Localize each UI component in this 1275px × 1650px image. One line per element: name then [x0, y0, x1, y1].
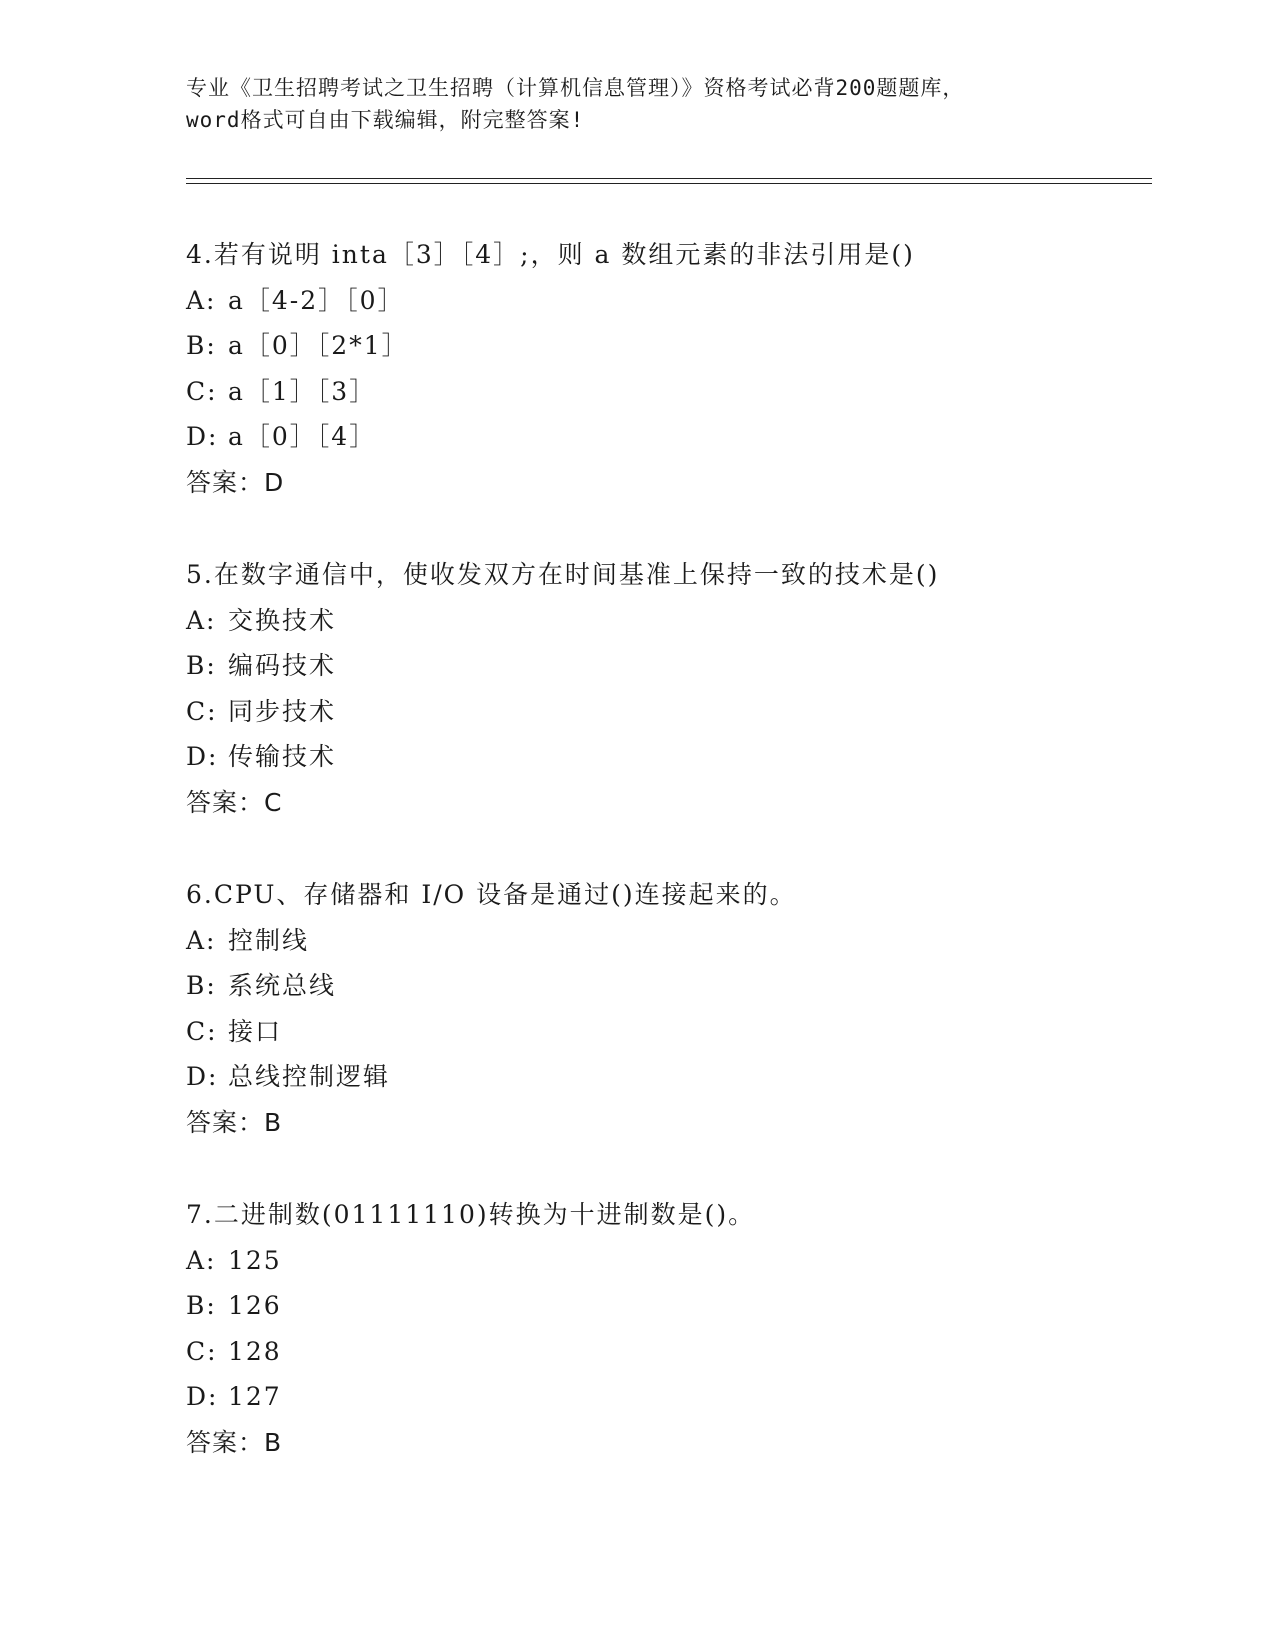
option-text: 接口: [228, 1016, 283, 1046]
option-c: [186, 1329, 1146, 1375]
option-text: a［4-2］［0］: [228, 285, 405, 315]
option-d: [186, 1374, 1146, 1420]
question-6: [186, 872, 1146, 1145]
header-divider-bottom: [186, 183, 1152, 184]
option-text: 系统总线: [228, 971, 337, 1000]
option-c: [186, 369, 1146, 415]
question-7: [186, 1192, 1146, 1465]
option-text: 127: [228, 1382, 282, 1411]
option-c: [186, 1009, 1146, 1055]
option-text: 编码技术: [228, 651, 337, 680]
option-text: 128: [228, 1336, 282, 1366]
option-letter: B:: [186, 651, 217, 680]
option-text: 传输技术: [228, 742, 337, 771]
option-b: [186, 963, 1146, 1009]
option-letter: D:: [186, 1062, 219, 1091]
option-letter: C:: [186, 1336, 218, 1366]
option-a: [186, 598, 1146, 644]
option-letter: A:: [186, 925, 217, 955]
option-c: [186, 689, 1146, 735]
option-letter: B:: [186, 1291, 217, 1320]
option-text: 同步技术: [228, 696, 337, 726]
option-b: [186, 1283, 1146, 1329]
option-b: [186, 643, 1146, 689]
option-a: [186, 918, 1146, 964]
header-divider-top: [186, 178, 1152, 179]
option-text: 控制线: [228, 925, 310, 955]
answer-line: 答案：D: [186, 467, 285, 497]
option-text: 总线控制逻辑: [228, 1062, 391, 1091]
question-stem: 5.在数字通信中，使收发双方在时间基准上保持一致的技术是(): [186, 560, 940, 589]
option-letter: D:: [186, 422, 219, 451]
option-letter: A:: [186, 605, 217, 635]
option-letter: C:: [186, 376, 218, 406]
option-text: 交换技术: [228, 605, 337, 635]
option-d: [186, 1054, 1146, 1100]
header-line-1: 专业《卫生招聘考试之卫生招聘（计算机信息管理）》资格考试必背200题题库，: [186, 76, 965, 100]
option-letter: A:: [186, 285, 217, 315]
answer-line: 答案：B: [186, 1107, 283, 1137]
option-letter: B:: [186, 331, 217, 360]
answer-line: 答案：B: [186, 1427, 283, 1457]
option-text: a［0］［4］: [228, 422, 377, 451]
option-text: a［0］［2*1］: [228, 331, 409, 360]
header-line-2: word格式可自由下载编辑，附完整答案!: [186, 108, 585, 132]
option-letter: C:: [186, 696, 218, 726]
option-text: a［1］［3］: [228, 376, 377, 406]
document-header: [186, 72, 1086, 136]
option-b: [186, 323, 1146, 369]
option-letter: A:: [186, 1245, 217, 1275]
option-d: [186, 414, 1146, 460]
question-stem: 6.CPU、存储器和 I/O 设备是通过()连接起来的。: [186, 880, 797, 909]
option-a: [186, 278, 1146, 324]
answer-line: 答案：C: [186, 787, 283, 817]
option-text: 125: [228, 1245, 282, 1275]
option-a: [186, 1238, 1146, 1284]
option-letter: B:: [186, 971, 217, 1000]
option-letter: D:: [186, 1382, 219, 1411]
option-letter: D:: [186, 742, 219, 771]
option-letter: C:: [186, 1016, 218, 1046]
option-text: 126: [228, 1291, 282, 1320]
question-4: [186, 232, 1146, 505]
question-5: [186, 552, 1146, 825]
option-d: [186, 734, 1146, 780]
question-stem: 4.若有说明 inta［3］［4］;，则 a 数组元素的非法引用是(): [186, 240, 915, 269]
question-stem: 7.二进制数(01111110)转换为十进制数是()。: [186, 1200, 756, 1229]
